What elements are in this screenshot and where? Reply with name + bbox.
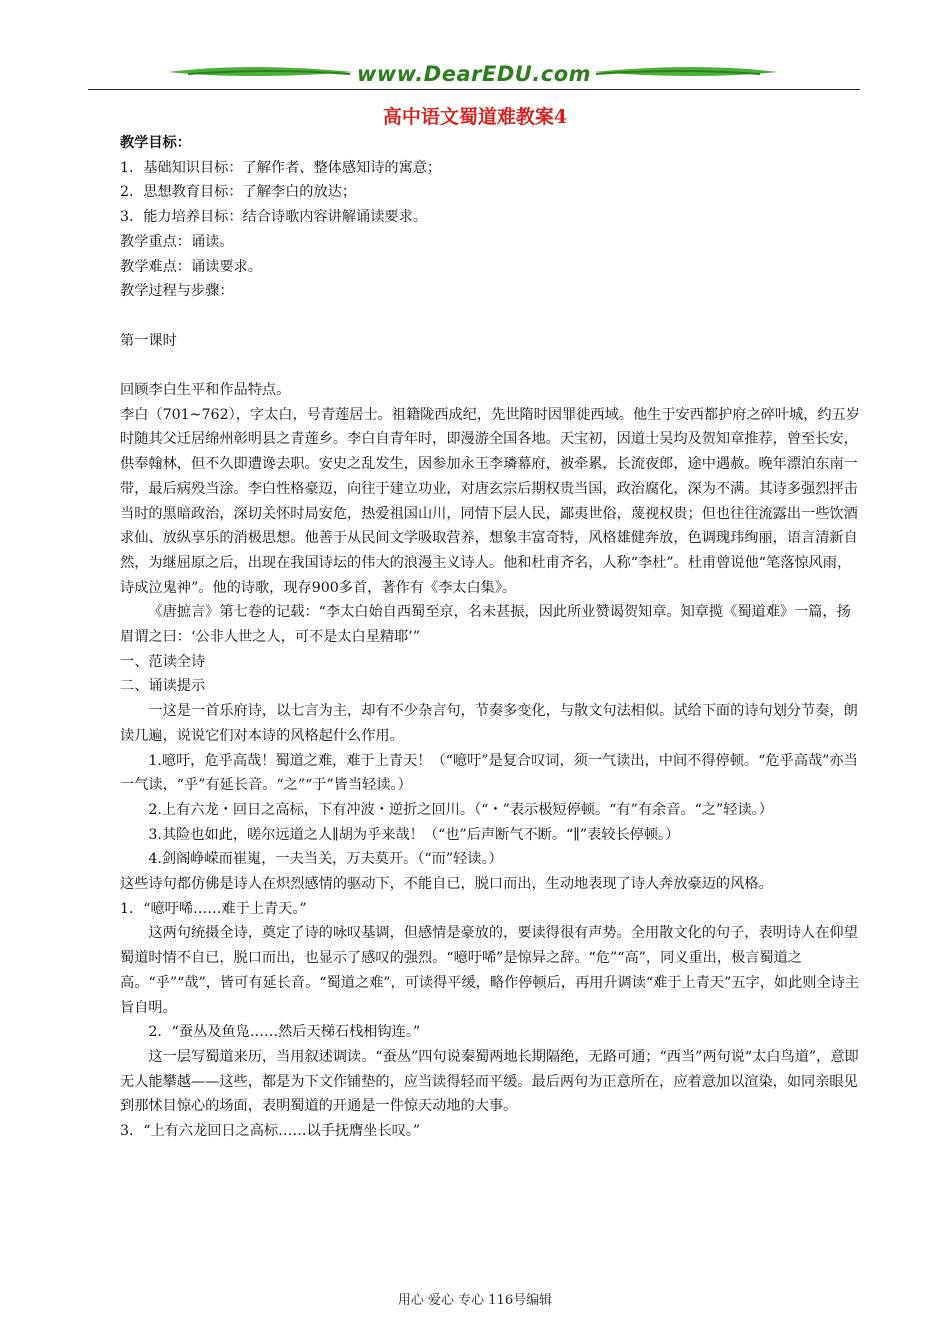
paragraph: 这些诗句都仿佛是诗人在炽烈感情的驱动下，不能自已，脱口而出，生动地表现了诗人奔放豪迈的风格。: [120, 876, 773, 893]
goal-item: 1．基础知识目标：了解作者、整体感知诗的寓意；: [120, 159, 442, 176]
header-divider: [88, 89, 860, 90]
goal-item: 2．思想教育目标：了解李白的放达；: [120, 184, 357, 201]
example-line: 3.其险也如此，嗟尔远道之人∥胡为乎来哉！（“也”后声断气不断。“∥”表较长停顿。）: [148, 826, 680, 843]
paragraph: 这一层写蜀道来历，当用叙述调读。“蚕丛”四句说秦蜀两地长期隔绝，无路可通；“西当”两句说“太白鸟道”，意即无人能攀越——这些，都是为下文作铺垫的，应当读得轻而平缓。最后两句为正意所在，应着意加以渲染，如同亲眼见到那怵目惊心的场面，表明蜀道的开通是一件惊天动地的大事。: [120, 1048, 859, 1115]
section-heading: 一、范读全诗: [120, 653, 206, 670]
subsection-heading: 2．“蚕丛及鱼凫……然后天梯石栈相钩连。”: [148, 1024, 421, 1041]
paragraph: 回顾李白生平和作品特点。: [120, 382, 291, 398]
paragraph: 这两句统摄全诗，奠定了诗的咏叹基调，但感情是豪放的，要读得很有声势。全用散文化的句子，表明诗人在仰望蜀道时情不自已，脱口而出，也显示了感叹的强烈。“噫吁唏”是惊异之辞。“危”“高”，同义重出，极言蜀道之高。“乎”“哉”，皆可有延长音。“蜀道之难”，可读得平缓，略作停顿后，再用升调读“难于上青天”五字，如此则全诗主旨自明。: [120, 925, 860, 1016]
example-line: 1.噫吁，危乎高哉！蜀道之难，难于上青天！（“噫吁”是复合叹词，须一气读出，中间不得停顿。“危乎高哉”亦当一气读，“乎”有延长音。“之”“于”皆当轻读。）: [120, 752, 858, 794]
example-line: 4.剑阁峥嵘而崔嵬，一夫当关，万夫莫开。（“而”轻读。）: [148, 851, 503, 868]
goal-item: 3．能力培养目标：结合诗歌内容讲解诵读要求。: [120, 209, 427, 226]
paragraph-tang-zhiyan: 《唐摭言》第七卷的记载：“李太白始自西蜀至京，名未甚振，因此所业赞谒贺知章。知章揽《蜀道难》一篇，扬眉谓之曰：‘公非人世之人，可不是太白星精耶’”: [120, 604, 851, 646]
difficult-point: 教学难点：诵读要求。: [120, 258, 262, 275]
process-heading: 教学过程与步骤：: [120, 283, 234, 300]
key-point: 教学重点：诵读。: [120, 233, 234, 250]
subsection-heading: 3．“上有六龙回日之高标……以手抚膺坐长叹。”: [120, 1123, 421, 1140]
site-header-banner: [88, 58, 860, 92]
section-heading-goals: 教学目标：: [120, 135, 191, 151]
example-line: 2.上有六龙・回日之高标，下有冲波・逆折之回川。（“・”表示极短停顿。“有”有余音。“之”轻读。）: [148, 801, 773, 818]
document-body: [120, 131, 862, 1144]
page-footer: 用心 爱心 专心 116号编辑: [397, 1293, 553, 1308]
subsection-heading: 1．“噫吁唏……难于上青天。”: [120, 900, 307, 917]
paragraph: 一这是一首乐府诗，以七言为主，却有不少杂言句，节奏多变化，与散文句法相似。试给下面的诗句划分节奏，朗读几遍，说说它们对本诗的风格起什么作用。: [120, 703, 858, 744]
document-title: 高中语文蜀道难教案4: [382, 106, 568, 128]
lesson-heading: 第一课时: [120, 332, 177, 349]
paragraph-li-bai-bio: 李白（701~762），字太白，号青莲居士。祖籍陇西成纪，先世隋时因罪徙西域。他生于安西都护府之碎叶城，约五岁时随其父迁居绵州彰明县之青莲乡。李白自青年时，即漫游全国各地。天宝初，因道士吴均及贺知章推荐，曾至长安，供奉翰林，但不久即遭谗去职。安史之乱发生，因参加永王李璘幕府，被牵累，长流夜郎，途中遇赦。晚年漂泊东南一带，最后病殁当涂。李白性格豪迈，向往于建立功业，对唐玄宗后期权贵当国，政治腐化，深为不满。其诗多强烈抨击当时的黑暗政治，深切关怀时局安危，热爱祖国山川，同情下层人民，鄙夷世俗，蔑视权贵；但也往往流露出一些饮酒求仙、放纵享乐的消极思想。他善于从民间文学吸取营养，想象丰富奇特，风格雄健奔放，色调瑰玮绚丽，语言清新自然，为继屈原之后，出现在我国诗坛的伟大的浪漫主义诗人。他和杜甫齐名，人称“李杜”。杜甫曾说他“笔落惊风雨，诗成泣鬼神”。他的诗歌，现存900多首，著作有《李太白集》。: [120, 406, 860, 596]
section-heading: 二、诵读提示: [120, 678, 206, 695]
site-url-logo: www.DearEDU.com: [356, 62, 592, 86]
